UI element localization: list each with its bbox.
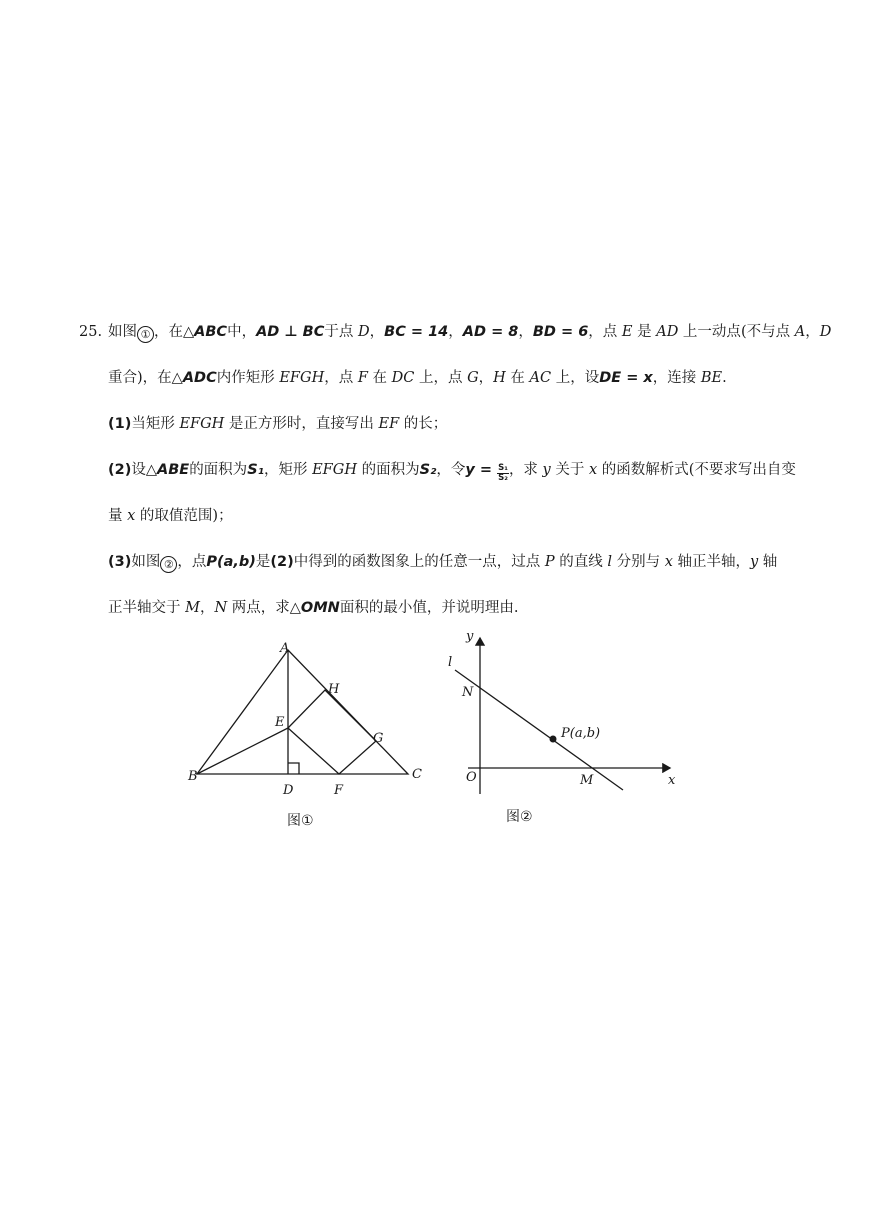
segment-be	[197, 728, 288, 774]
label-d: D	[283, 783, 294, 798]
question-number: 25.	[79, 324, 103, 340]
triangle-abc	[197, 650, 408, 774]
part-1: (1)当矩形 EFGH 是正方形时，直接写出 EF 的长；	[108, 416, 448, 432]
part-2-number: (2)	[108, 462, 132, 478]
point-p	[550, 736, 557, 743]
label-c: C	[412, 767, 422, 782]
label-n: N	[462, 685, 474, 700]
label-a: A	[280, 641, 290, 656]
part-3-number: (3)	[108, 554, 132, 570]
figure-1-diagram	[180, 636, 430, 806]
figure-1-caption: 图①	[287, 813, 314, 829]
s2-symbol: S₂	[419, 462, 437, 478]
label-o: O	[466, 770, 477, 785]
figure-2-caption: 图②	[506, 809, 533, 825]
bd-length: BD = 6	[532, 324, 589, 340]
label-m: M	[580, 773, 594, 788]
part-1-number: (1)	[108, 416, 132, 432]
ad-length: AD = 8	[462, 324, 519, 340]
right-angle-mark	[288, 763, 299, 774]
perpendicular-condition: AD ⊥ BC	[256, 324, 325, 340]
figure-2-ref: ②	[160, 556, 177, 573]
s1-over-s2-fraction: $\frac{\text{S₁}}{\text{S₂}}$	[498, 463, 508, 483]
label-x: x	[668, 773, 676, 788]
part-2: (2)设△ABE的面积为S₁，矩形 EFGH 的面积为S₂，令y = $\frac{\text{S₁}}{\text{S₂}}$ ，求 y 关于 x 的函数解析式(不要求写出自变	[108, 462, 796, 483]
bc-length: BC = 14	[384, 324, 449, 340]
label-p: P(a,b)	[561, 726, 601, 741]
part-3: (3)如图 ② ，点P(a,b)是(2)中得到的函数图象上的任意一点，过点 P 的直线 l 分别与 x 轴正半轴，y 轴	[108, 554, 778, 571]
point-p-coords: P(a,b)	[206, 554, 256, 570]
label-b: B	[188, 769, 198, 784]
figure-2-diagram	[440, 626, 685, 806]
question-stem-line-1: 如图 ① ，在△ABC中，AD ⊥ BC于点 D，BC = 14，AD = 8，BD = 6，点 E 是 AD 上一动点(不与点 A，D	[108, 324, 832, 341]
de-equals-x: DE = x	[599, 370, 653, 386]
figure-1-ref: ①	[137, 326, 154, 343]
label-l: l	[448, 655, 453, 670]
s1-symbol: S₁	[247, 462, 264, 478]
label-y: y	[466, 629, 474, 644]
label-h: H	[328, 682, 340, 697]
rectangle-efgh	[288, 690, 376, 774]
part-3-continued: 正半轴交于 M，N 两点，求△OMN面积的最小值，并说明理由.	[108, 600, 519, 616]
label-g: G	[373, 731, 384, 746]
question-stem-line-2: 重合)，在△ADC内作矩形 EFGH，点 F 在 DC 上，点 G，H 在 AC 上，设DE = x，连接 BE.	[108, 370, 727, 386]
label-e: E	[275, 715, 285, 730]
label-f: F	[334, 783, 344, 798]
part-2-continued: 量 x 的取值范围)；	[108, 508, 233, 524]
